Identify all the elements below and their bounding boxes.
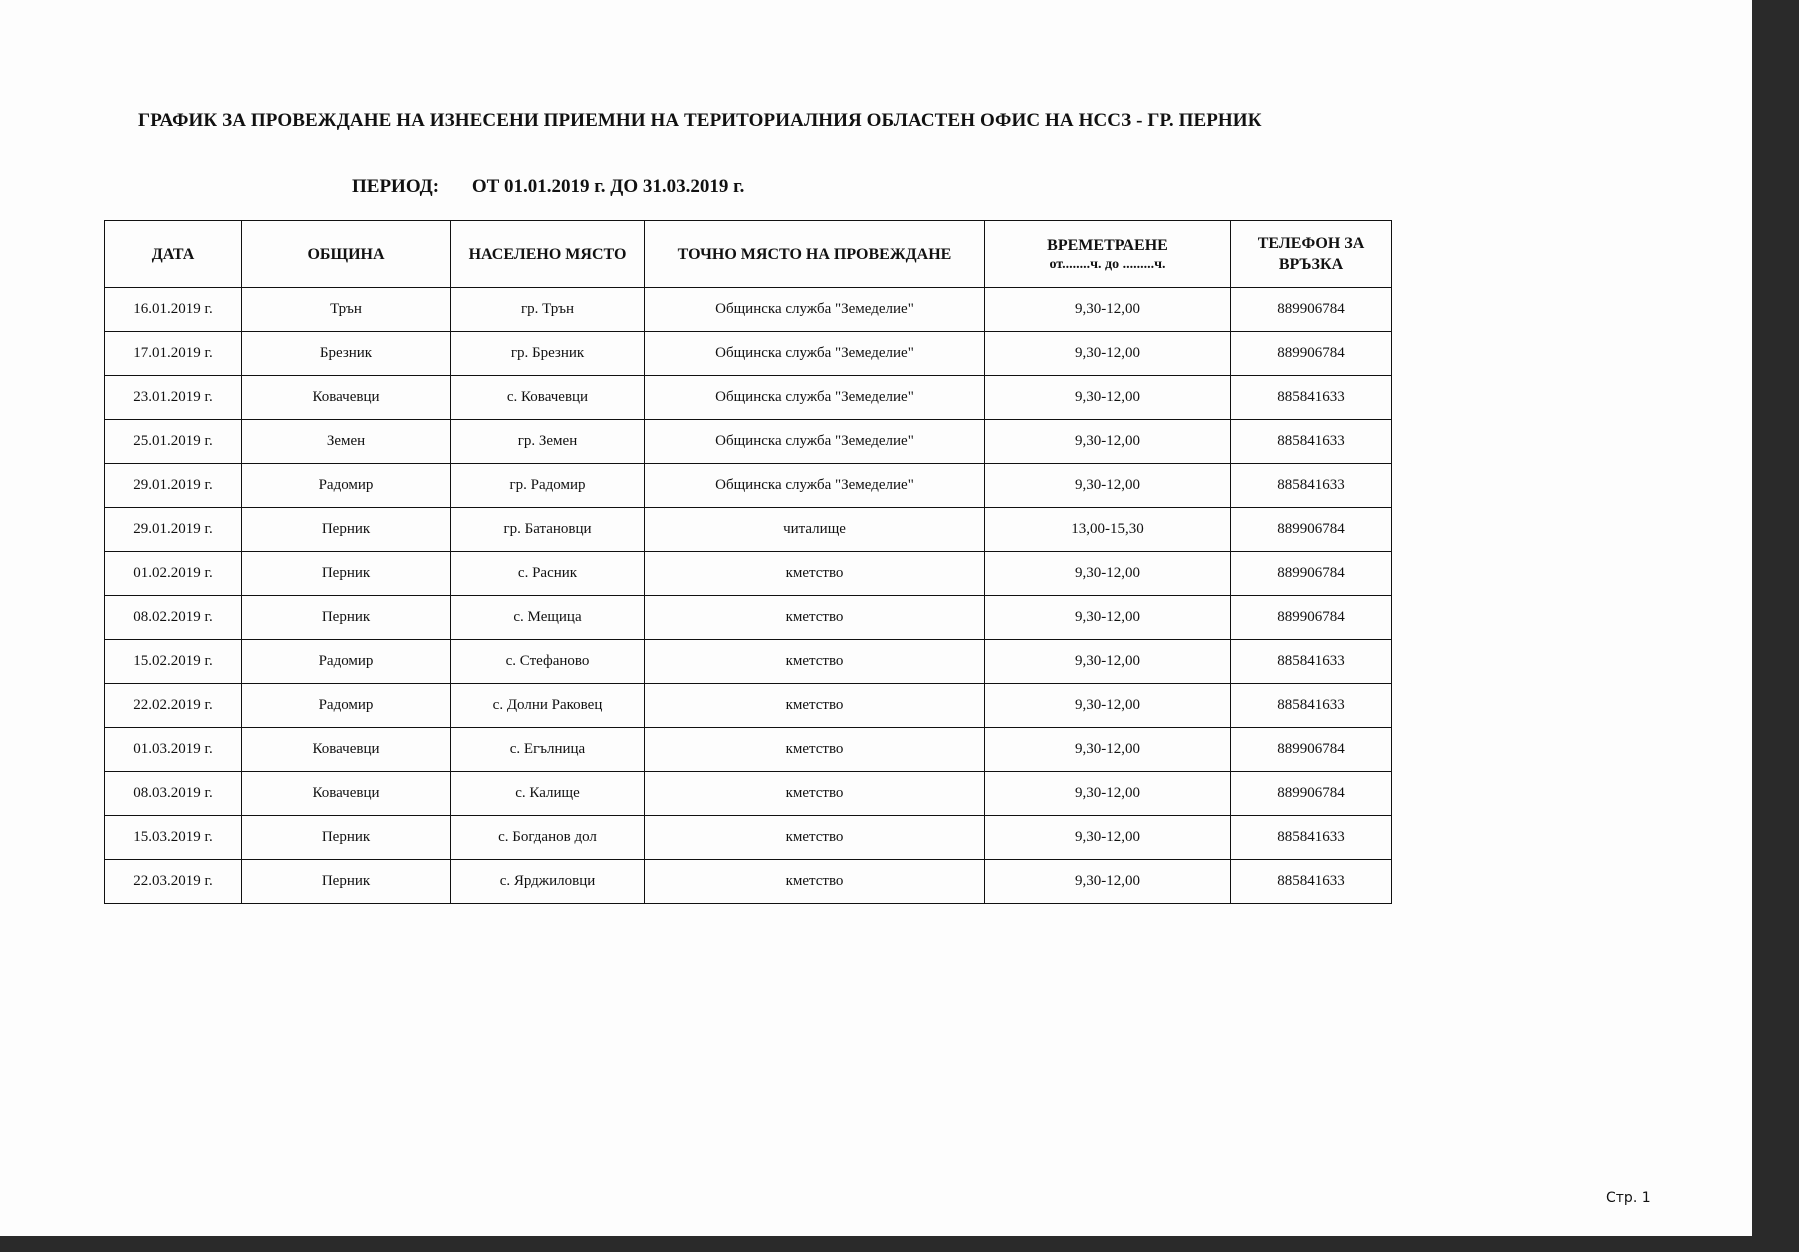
cell-municipality: Ковачевци — [242, 728, 451, 772]
table-row — [105, 684, 1392, 728]
cell-municipality: Радомир — [242, 464, 451, 508]
cell-venue: Общинска служба "Земеделие" — [645, 332, 985, 376]
header-row — [105, 221, 1392, 288]
cell-venue: Общинска служба "Земеделие" — [645, 464, 985, 508]
cell-venue: кметство — [645, 552, 985, 596]
cell-settlement: с. Долни Раковец — [451, 684, 645, 728]
cell-municipality: Земен — [242, 420, 451, 464]
cell-settlement: с. Стефаново — [451, 640, 645, 684]
table-header — [105, 221, 1392, 288]
cell-venue: кметство — [645, 816, 985, 860]
cell-phone: 885841633 — [1231, 816, 1392, 860]
period-line — [352, 176, 744, 198]
cell-municipality: Перник — [242, 552, 451, 596]
cell-venue: Общинска служба "Земеделие" — [645, 288, 985, 332]
cell-time: 9,30-12,00 — [985, 640, 1231, 684]
cell-time: 9,30-12,00 — [985, 420, 1231, 464]
table-row — [105, 464, 1392, 508]
cell-date: 17.01.2019 г. — [105, 332, 242, 376]
header-settlement: НАСЕЛЕНО МЯСТО — [451, 221, 645, 288]
table-row — [105, 640, 1392, 684]
cell-phone: 889906784 — [1231, 332, 1392, 376]
cell-phone: 885841633 — [1231, 684, 1392, 728]
cell-municipality: Перник — [242, 860, 451, 904]
period-value: ОТ 01.01.2019 г. ДО 31.03.2019 г. — [471, 176, 745, 197]
cell-settlement: гр. Батановци — [451, 508, 645, 552]
header-duration-sub: от........ч. до .........ч. — [1049, 256, 1166, 272]
table-row — [105, 420, 1392, 464]
table-row — [105, 332, 1392, 376]
cell-municipality: Радомир — [242, 640, 451, 684]
cell-settlement: с. Калище — [451, 772, 645, 816]
cell-settlement: гр. Радомир — [451, 464, 645, 508]
cell-municipality: Трън — [242, 288, 451, 332]
header-duration-label: ВРЕМЕТРАЕНЕ — [1047, 236, 1168, 254]
cell-settlement: с. Богданов дол — [451, 816, 645, 860]
page-number: Стр. 1 — [1606, 1190, 1651, 1206]
cell-municipality: Радомир — [242, 684, 451, 728]
schedule-table — [104, 220, 1392, 904]
cell-phone: 885841633 — [1231, 464, 1392, 508]
cell-phone: 889906784 — [1231, 288, 1392, 332]
cell-time: 9,30-12,00 — [985, 684, 1231, 728]
cell-settlement: гр. Земен — [451, 420, 645, 464]
cell-venue: кметство — [645, 772, 985, 816]
cell-time: 9,30-12,00 — [985, 816, 1231, 860]
cell-time: 9,30-12,00 — [985, 376, 1231, 420]
header-duration — [985, 221, 1231, 288]
cell-date: 23.01.2019 г. — [105, 376, 242, 420]
cell-phone: 889906784 — [1231, 728, 1392, 772]
cell-settlement: с. Мещица — [451, 596, 645, 640]
cell-time: 9,30-12,00 — [985, 464, 1231, 508]
cell-time: 9,30-12,00 — [985, 860, 1231, 904]
cell-venue: Общинска служба "Земеделие" — [645, 420, 985, 464]
table-row — [105, 376, 1392, 420]
cell-phone: 889906784 — [1231, 596, 1392, 640]
table-row — [105, 860, 1392, 904]
cell-date: 16.01.2019 г. — [105, 288, 242, 332]
table-body — [105, 288, 1392, 904]
table-row — [105, 596, 1392, 640]
cell-date: 29.01.2019 г. — [105, 508, 242, 552]
cell-date: 25.01.2019 г. — [105, 420, 242, 464]
cell-municipality: Перник — [242, 508, 451, 552]
header-municipality: ОБЩИНА — [242, 221, 451, 288]
table-row — [105, 816, 1392, 860]
cell-venue: кметство — [645, 684, 985, 728]
cell-phone: 889906784 — [1231, 508, 1392, 552]
cell-time: 13,00-15,30 — [985, 508, 1231, 552]
cell-venue: кметство — [645, 640, 985, 684]
cell-time: 9,30-12,00 — [985, 552, 1231, 596]
cell-phone: 889906784 — [1231, 552, 1392, 596]
cell-venue: Общинска служба "Земеделие" — [645, 376, 985, 420]
table-row — [105, 552, 1392, 596]
cell-date: 15.03.2019 г. — [105, 816, 242, 860]
header-date: ДАТА — [105, 221, 242, 288]
table-row — [105, 772, 1392, 816]
cell-date: 01.03.2019 г. — [105, 728, 242, 772]
cell-time: 9,30-12,00 — [985, 596, 1231, 640]
cell-settlement: с. Ярджиловци — [451, 860, 645, 904]
table-row — [105, 288, 1392, 332]
period-label: ПЕРИОД: — [352, 176, 440, 197]
cell-phone: 885841633 — [1231, 376, 1392, 420]
cell-municipality: Ковачевци — [242, 772, 451, 816]
cell-time: 9,30-12,00 — [985, 332, 1231, 376]
cell-time: 9,30-12,00 — [985, 772, 1231, 816]
cell-venue: кметство — [645, 860, 985, 904]
table-row — [105, 728, 1392, 772]
document-title: ГРАФИК ЗА ПРОВЕЖДАНЕ НА ИЗНЕСЕНИ ПРИЕМНИ НА ТЕРИТОРИАЛНИЯ ОБЛАСТЕН ОФИС НА НССЗ - ГР. ПЕРНИК — [138, 110, 1262, 131]
cell-venue: кметство — [645, 728, 985, 772]
cell-settlement: с. Ковачевци — [451, 376, 645, 420]
cell-venue: кметство — [645, 596, 985, 640]
header-venue: ТОЧНО МЯСТО НА ПРОВЕЖДАНЕ — [645, 221, 985, 288]
cell-date: 22.03.2019 г. — [105, 860, 242, 904]
cell-municipality: Перник — [242, 596, 451, 640]
cell-phone: 885841633 — [1231, 420, 1392, 464]
cell-settlement: с. Егълница — [451, 728, 645, 772]
cell-date: 15.02.2019 г. — [105, 640, 242, 684]
cell-date: 01.02.2019 г. — [105, 552, 242, 596]
cell-settlement: гр. Брезник — [451, 332, 645, 376]
cell-phone: 885841633 — [1231, 640, 1392, 684]
cell-time: 9,30-12,00 — [985, 288, 1231, 332]
header-phone: ТЕЛЕФОН ЗА ВРЪЗКА — [1231, 221, 1392, 288]
cell-phone: 889906784 — [1231, 772, 1392, 816]
cell-municipality: Ковачевци — [242, 376, 451, 420]
cell-time: 9,30-12,00 — [985, 728, 1231, 772]
cell-date: 22.02.2019 г. — [105, 684, 242, 728]
cell-phone: 885841633 — [1231, 860, 1392, 904]
cell-municipality: Перник — [242, 816, 451, 860]
cell-settlement: гр. Трън — [451, 288, 645, 332]
table-row — [105, 508, 1392, 552]
cell-venue: читалище — [645, 508, 985, 552]
cell-date: 29.01.2019 г. — [105, 464, 242, 508]
cell-date: 08.02.2019 г. — [105, 596, 242, 640]
cell-settlement: с. Расник — [451, 552, 645, 596]
cell-date: 08.03.2019 г. — [105, 772, 242, 816]
cell-municipality: Брезник — [242, 332, 451, 376]
